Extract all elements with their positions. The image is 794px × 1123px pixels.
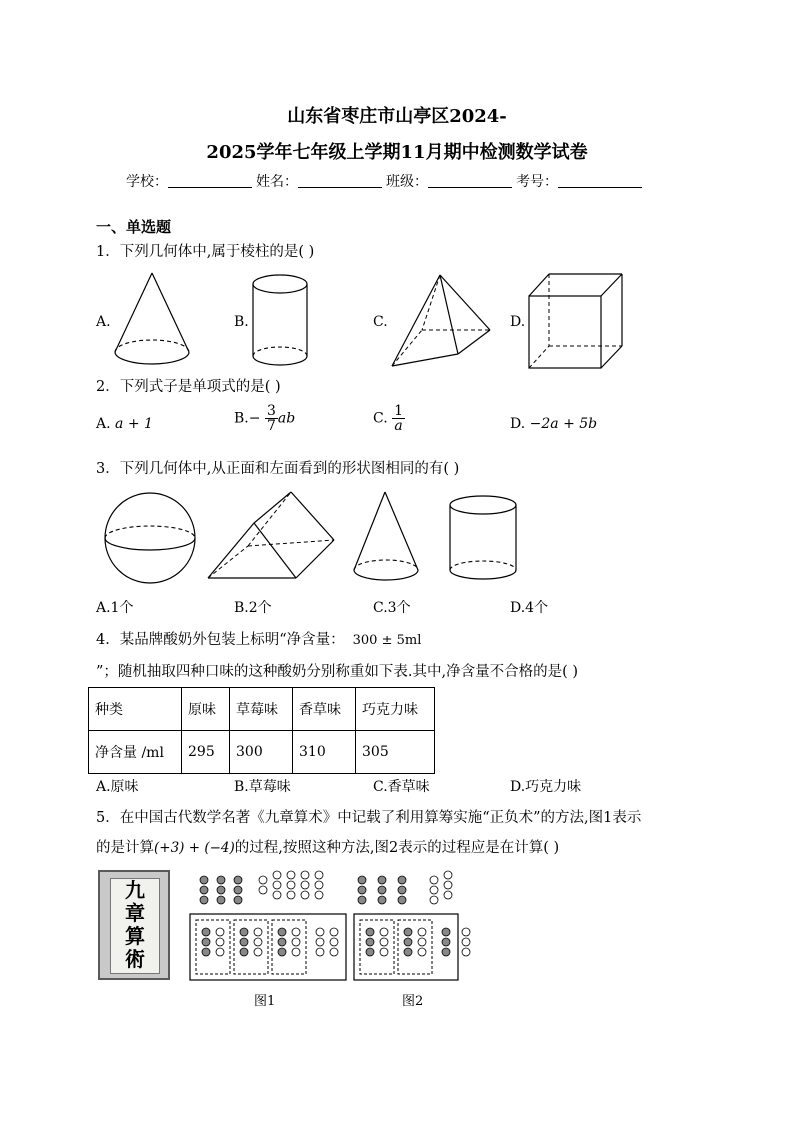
cube-figure (527, 272, 627, 372)
table-header-cell: 种类 (89, 688, 182, 731)
sphere-figure (102, 491, 202, 587)
q2-option-a-label: A. (96, 416, 111, 432)
q2-option-d (510, 416, 597, 432)
q4-stem-value: 300 ± 5ml (352, 633, 422, 648)
q2-stem: 2．下列式子是单项式的是( ) (96, 379, 281, 395)
table-cell: 295 (182, 731, 230, 774)
q4-stem-line-1 (96, 628, 421, 649)
table-cell: 净含量 /ml (89, 731, 182, 774)
q1-stem: 1．下列几何体中,属于棱柱的是( ) (96, 244, 315, 260)
q4-option-b: B.草莓味 (234, 779, 291, 795)
q2-option-b-label: B. (234, 410, 249, 427)
q4-stem-part-2: ”；随机抽取四种口味的这种酸奶分别称重如下表.其中,净含量不合格的是( ) (96, 664, 579, 680)
q2-option-b-denominator: 7 (266, 418, 276, 434)
q4-option-a: A.原味 (96, 779, 139, 795)
cylinder-figure (251, 272, 311, 372)
q2-option-b-fraction (265, 404, 278, 433)
pyramid-figure (390, 272, 495, 372)
q2-option-b (234, 404, 295, 433)
q2-option-b-variable: ab (277, 410, 296, 427)
q1-option-a-label: A. (96, 314, 111, 330)
book-char: 算 (125, 924, 145, 948)
q2-option-b-numerator: 3 (266, 403, 276, 419)
q1-option-b-label: B. (234, 314, 249, 330)
book-title-label (110, 878, 160, 974)
info-fields (126, 171, 646, 191)
q3-option-b: B.2个 (234, 600, 272, 616)
q2-option-c-numerator: 1 (394, 403, 404, 419)
table-cell: 300 (230, 731, 293, 774)
cylinder-figure-q3 (448, 494, 520, 584)
title-line-1: 山东省枣庄市山亭区2024- (287, 106, 507, 127)
school-label: 学校： (126, 174, 168, 190)
fig1-top-row (200, 871, 323, 904)
q2-option-b-sign: − (248, 410, 261, 427)
table-cell: 310 (293, 731, 356, 774)
jiuzhang-book-cover (98, 870, 170, 980)
class-label: 班级： (386, 174, 428, 190)
q3-option-d: D.4个 (510, 600, 549, 616)
figure-1-counting-rods (188, 870, 348, 982)
figure-2-counting-rods (352, 870, 476, 982)
figure-2-caption: 图2 (402, 994, 424, 1009)
cone-figure (112, 270, 192, 370)
q5-stem-line-2-b: 的过程,按照这种方法,图2表示的过程应是在计算( ) (234, 840, 560, 856)
q2-option-a-expr: a + 1 (115, 416, 153, 432)
q3-stem: 3．下列几何体中,从正面和左面看到的形状图相同的有( ) (96, 461, 460, 477)
q4-table (88, 687, 435, 774)
q2-option-c-denominator: a (394, 418, 403, 434)
q2-option-d-label: D. (510, 416, 526, 432)
triangular-prism-figure (206, 490, 338, 582)
q5-stem-line-2-a: 的是计算 (96, 840, 154, 856)
table-row (89, 731, 435, 774)
book-char: 術 (125, 947, 145, 971)
q4-option-d: D.巧克力味 (510, 779, 582, 795)
table-header-cell: 原味 (182, 688, 230, 731)
exam-number-label: 考号： (516, 174, 558, 190)
q5-stem-expr: (+3) + (−4) (154, 840, 235, 856)
q3-option-c: C.3个 (373, 600, 411, 616)
figure-1-caption: 图1 (254, 994, 276, 1009)
q3-option-a: A.1个 (96, 600, 134, 616)
q2-option-c-label: C. (373, 410, 388, 427)
table-header-cell: 巧克力味 (356, 688, 435, 731)
table-header-cell: 香草味 (293, 688, 356, 731)
cone-figure-q3 (352, 490, 422, 586)
table-header-cell: 草莓味 (230, 688, 293, 731)
q2-option-d-expr: −2a + 5b (529, 416, 598, 432)
table-cell: 305 (356, 731, 435, 774)
name-blank (298, 173, 382, 188)
q2-option-a (96, 416, 153, 432)
table-header-row (89, 688, 435, 731)
book-char: 九 (125, 878, 145, 902)
q1-option-d-label: D. (510, 314, 526, 330)
book-char: 章 (125, 901, 145, 925)
q2-option-c (373, 404, 405, 433)
q2-option-c-fraction (392, 404, 405, 433)
class-blank (428, 173, 512, 188)
exam-number-blank (558, 173, 642, 188)
name-label: 姓名： (256, 174, 298, 190)
q1-option-c-label: C. (373, 314, 388, 330)
section-title: 一、单选题 (96, 218, 172, 236)
title-line-2: 2025学年七年级上学期11月期中检测数学试卷 (206, 142, 588, 163)
q5-stem-line-2 (96, 836, 559, 857)
q4-stem-part-1: 4．某品牌酸奶外包装上标明“净含量： (96, 632, 345, 648)
q5-stem-line-1: 5．在中国古代数学名著《九章算术》中记载了利用算筹实施“正负术”的方法,图1表示 (96, 810, 642, 826)
school-blank (168, 173, 252, 188)
q4-option-c: C.香草味 (373, 779, 430, 795)
